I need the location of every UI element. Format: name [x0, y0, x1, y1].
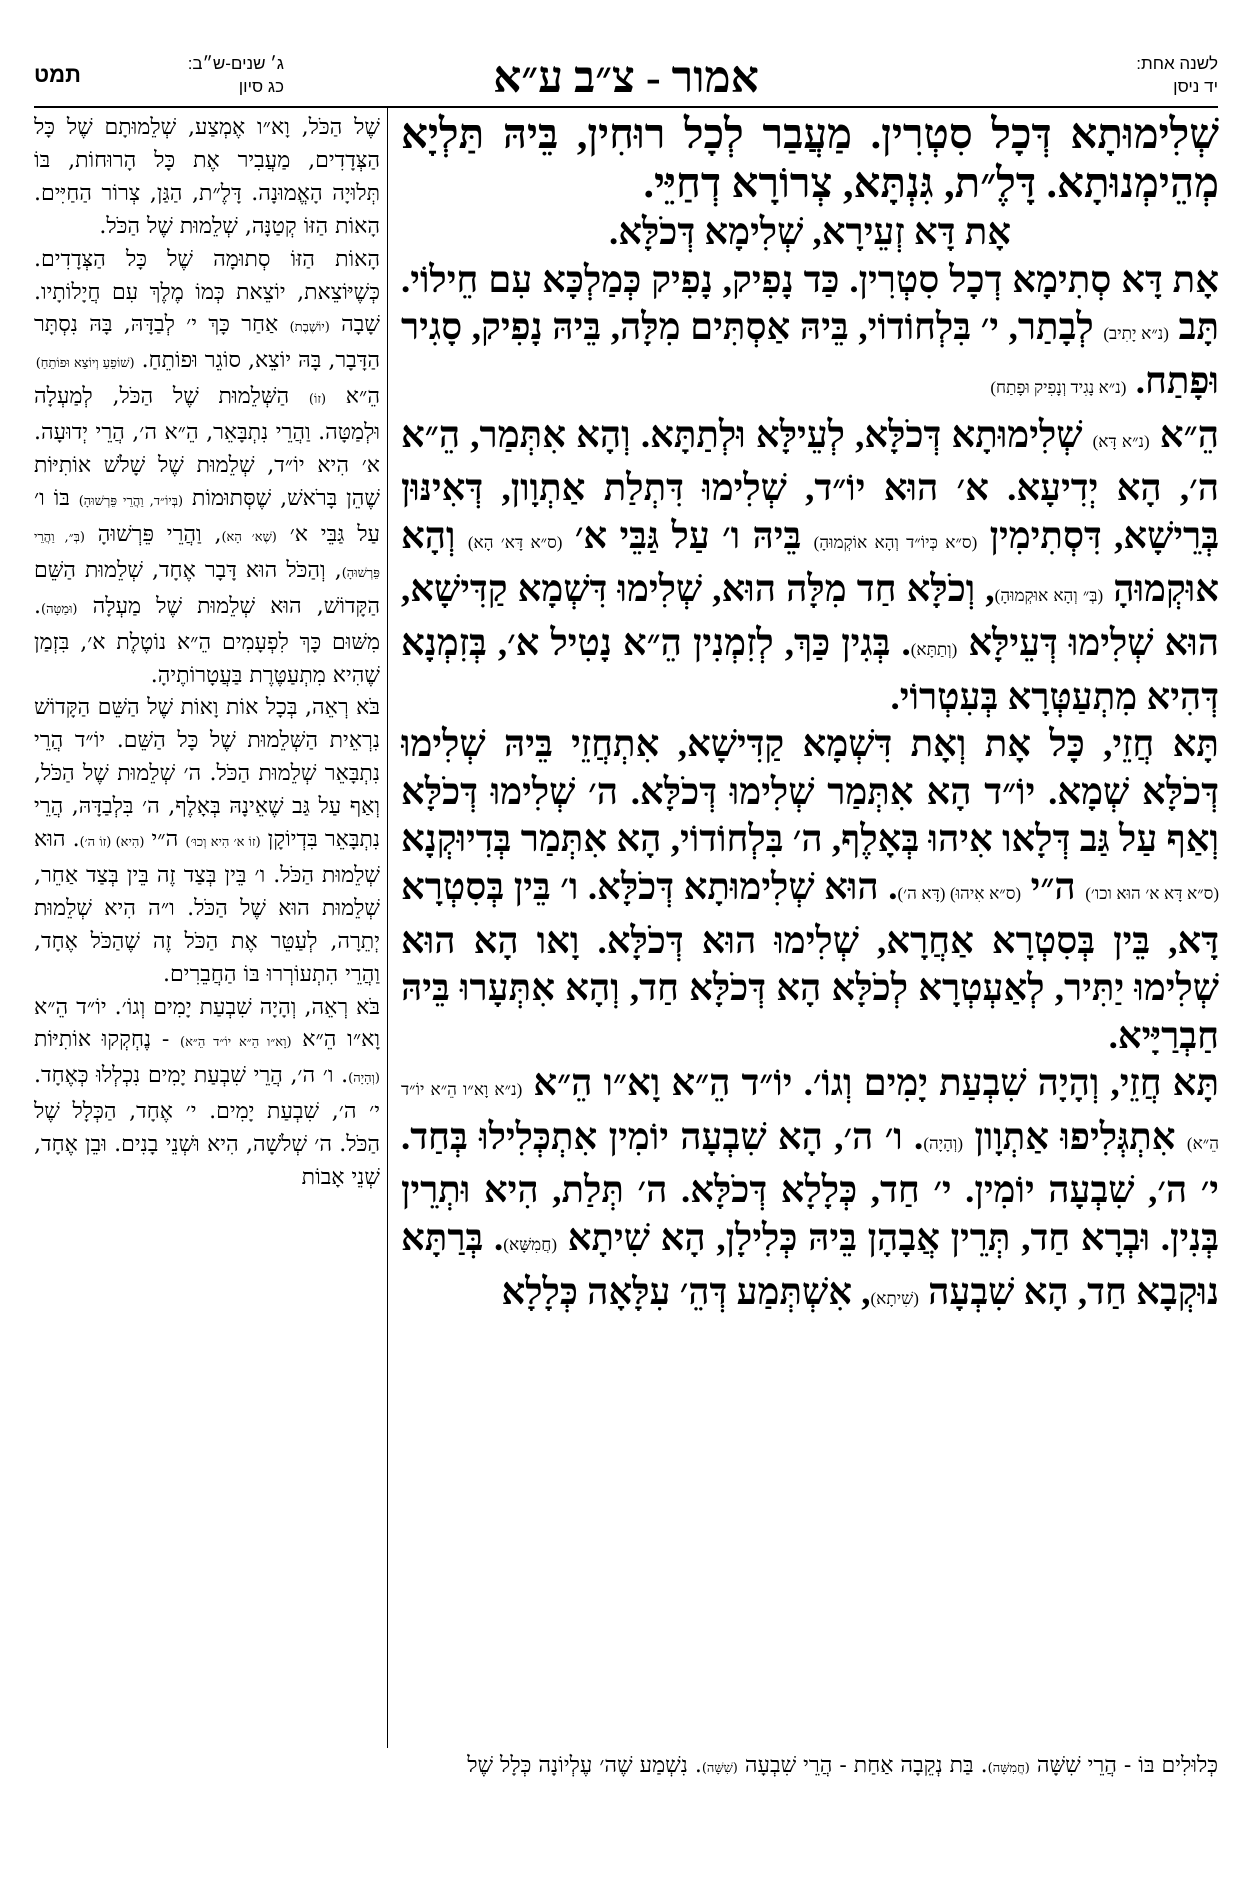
main-p4-note-c: (ס״א דָּא׳ הָא): [467, 532, 563, 552]
main-p3-note-b: (נ״א נָגִיד וְנָפִיק וּפָתַח): [990, 377, 1127, 397]
header-right-top: לשנה אחת:: [1136, 54, 1218, 73]
comm-paragraph-3: [34, 381, 380, 692]
main-p4-note-e: (וְתַתָּא): [910, 639, 958, 659]
comm-p4-text-c: . הוּא שְׁלֵמוּת הַכֹּל. ו׳ בֵּין בְּצַד זֶה בֵּין בְּצַד אַחֵר, שְׁלֵמוּת הוּא שֶׁל הַכֹּל. ו״ה הִיא שְׁלֵמוּת יְתֵרָה, לְעַטֵּר אֶת הַכֹּל זֶה שֶׁהַכֹּל אֶחָד, וַהֲרֵי הִתְעוֹרְרוּ בּוֹ הַחֲבֵרִים.: [34, 827, 380, 987]
footer-note-b: (שִׁשָּׁה): [701, 1761, 738, 1776]
main-p5-note-a: (ס״א דָּא א׳ הוּא וכו׳): [1085, 883, 1219, 903]
comm-p3-text-c: בּוֹ ו׳ עַל גַּבֵּי א׳: [34, 485, 380, 547]
header-rule: [34, 106, 1218, 108]
main-text-column: [401, 112, 1219, 1752]
main-p6-note-c: (חֲמִשָּׁא): [503, 1235, 557, 1255]
column-divider: [387, 108, 388, 1748]
main-p4-text-b: שְׁלִימוּתָא דְּכֹלָּא, לְעֵילָּא וּלְתַתָּא. וְהָא אִתְּמַר, הֵ״א ה׳, הָא יְדִיעָא. א׳ הוּא יוֹ״ד, שְׁלִימוּ דִּתְלַת אַתְוָון, דְּאִינּוּן בְּרֵישָׁא, דִּסְתִימִין: [401, 414, 1219, 557]
header-right-bottom: יד ניסן: [1173, 77, 1218, 96]
main-p6-text-a: תָּא חֲזֵי, וְהָיָה שִׁבְעַת יָמִים וְגוֹ׳. יוֹ״ד הֵ״א וָא״ו הֵ״א: [533, 1063, 1219, 1105]
comm-p3-note-e: (וּמַטָּה): [41, 601, 78, 617]
comm-paragraph-5: [34, 992, 380, 1195]
main-p6-note-d: (שִׁיתָא): [870, 1288, 919, 1308]
comm-paragraph-4: [34, 692, 380, 991]
header-left: [124, 52, 284, 98]
comm-p1-text: שֶׁל הַכֹּל, וָא״ו אֶמְצַע, שְׁלֵמוּתָם שֶׁל כָּל הַצְּדָדִים, מַעֲבִיר אֶת כָּל הָרוּחוֹת, בּוֹ תְּלוּיָה הָאֱמוּנָה. דָּלֶ״ת, הַגַּן, צְרוֹר הַחַיִּים. הָאוֹת הַזּוֹ קְטַנָּה, שְׁלֵמוּת שֶׁל הַכֹּל.: [34, 115, 380, 239]
main-p6-text-d: . בְּרַתָּא נוּקְבָא חַד, הָא שִׁבְעָה: [401, 1218, 1219, 1313]
comm-p4-note-a: (זוֹ א׳ הִיא וְכוּ׳): [185, 835, 261, 851]
comm-p4-note-b: (הִיא) (זוֹ ה׳): [79, 835, 145, 851]
page-number: תמט: [34, 62, 81, 87]
main-p4-text-c: בֵּיהּ ו׳ עַל גַּבֵּי א׳: [574, 515, 802, 557]
main-p6-note-b: (וְהָיָה): [923, 1133, 963, 1153]
comm-p5-note-a: (וָא״ו הֵ״א יוֹ״ד הֵ״א): [180, 1035, 292, 1051]
main-p4-text-a: הֵ״א: [1159, 414, 1219, 456]
comm-p4-text-a: בֹּא רְאֵה, בְּכָל אוֹת וָאוֹת שֶׁל הַשֵּׁם הַקָּדוֹשׁ נִרְאֵית הַשְּׁלֵמוּת שֶׁל כָּל הַשֵּׁם. יוֹ״ד הֲרֵי נִתְבָּאֵר שְׁלֵמוּת הַכֹּל. ה׳ שְׁלֵמוּת שֶׁל הַכֹּל, וְאַף עַל גַּב שֶׁאֵינָהּ בְּאָלֶף, ה׳ בִּלְבַדָּהּ, הֲרֵי נִתְבָּאֵר בִּדְיוֹקָן: [34, 695, 380, 853]
comm-p3-text-e: , וְהַכֹּל הוּא דָּבָר אֶחָד, שְׁלֵמוּת הַשֵּׁם הַקָּדוֹשׁ, הוּא שְׁלֵמוּת שֶׁל מַעְלָה: [34, 557, 380, 619]
main-p2-text: אָת דָּא זְעֵירָא, שְׁלִימָא דְּכֹלָּא.: [608, 212, 1012, 254]
footer-note-a: (חֲמִשָּׁה): [987, 1761, 1030, 1776]
main-p5-text-c: . הוּא שְׁלִימוּתָא דְּכֹלָּא. ו׳ בֵּין בְּסִטְרָא דָּא, בֵּין בְּסִטְרָא אַחֲרָא, שְׁלִימוּ הוּא דְּכֹלָּא. וָאו הָא הוּא שְׁלִימוּ יַתִּיר, לְאַעְטְרָא לְכֹלָּא הָא דְּכֹלָּא חַד, וְהָא אִתְּעָרוּ בֵּיהּ חַבְרַיָּיא.: [401, 866, 1219, 1057]
footer-text-c: . נִשְׁמַע שֶׁה׳ עֶלְיוֹנָה כְּלָל שֶׁל: [467, 1753, 702, 1778]
main-p5-note-b: (ס״א אִיהוּ) (דָּא ה׳): [897, 883, 1022, 903]
comm-p3-note-c: (שֶׁא׳ הָא): [221, 529, 277, 545]
main-p6-note-a: (נ״א וָא״ו הֵ״א יוֹ״ד הֵ״א): [401, 1080, 1219, 1153]
comm-p3-text-b: הַשְּׁלֵמוּת שֶׁל הַכֹּל, לְמַעְלָה וּלְמַטָּה. וַהֲרֵי נִתְבָּאֵר, הֵ״א ה׳, הֲרֵי יְדוּעָה. א׳ הִיא יוֹ״ד, שְׁלֵמוּת שֶׁל שָׁלֹשׁ אוֹתִיּוֹת שֶׁהֵן בָּרֹאשׁ, שֶׁסְּתוּמוֹת: [34, 384, 380, 511]
footer-continuation: [34, 1750, 1218, 1785]
main-p5-text-b: ה״י: [1030, 866, 1076, 908]
main-p4-text-d: וְהָא אוּקְמוּהָ: [401, 515, 1219, 611]
comm-p3-note-a: (זוֹ): [308, 392, 327, 408]
main-p4-text-f: . בְּגִין כַּךְ, לְזִמְנִין הֵ״א נָטִיל א׳, בְּזִמְנָא דְּהִיא מִתְעַטְּרָא בְּעִטְרוֹי.: [401, 622, 1219, 718]
header-title: אמור - צ״ב ע״א: [493, 53, 759, 102]
main-p6-text-e: , אִשְׁתְּמַע דְּהֵ׳ עִלָּאָה כְּלָלָא: [501, 1271, 871, 1313]
comm-p5-note-b: (וְהָיָה): [348, 1071, 380, 1087]
main-p5-text-a: תָּא חֲזֵי, כָּל אָת וְאָת דִּשְׁמָא קַדִּישָׁא, אִתְחֲזֵי בֵּיהּ שְׁלִימוּ דְּכֹלָּא שְׁמָא. יוֹ״ד הָא אִתְּמַר שְׁלִימוּ דְּכֹלָּא. ה׳ שְׁלִימוּ דְּכֹלָּא וְאַף עַל גַּב דְּלָאו אִיהוּ בְּאָלֶף, ה׳ בִּלְחוֹדוֹי, הָא אִתְּמַר בְּדִיוּקְנָא: [401, 724, 1219, 861]
comm-p2-note-a: (יוֹשֶׁבֶת): [289, 320, 330, 336]
comm-p5-text-a: בֹּא רְאֵה, וְהָיָה שִׁבְעַת יָמִים וְגוֹ׳. יוֹ״ד הֵ״א וָא״ו הֵ״א: [34, 994, 380, 1053]
main-paragraph-2: [401, 209, 1219, 257]
main-p4-text-e: , וְכֹלָּא חַד מִלָּה הוּא, שְׁלִימוּ דִּשְׁמָא קַדִּישָׁא, הוּא שְׁלִימוּ דְּעֵילָּא: [401, 569, 1219, 664]
main-paragraph-1: [401, 112, 1219, 209]
main-p4-note-b: (ס״א כְּיוֹ״ד וְהָא אוֹקְמוּהָ): [813, 532, 978, 552]
main-p4-note-d: (בְּ״ וְהָא אוּקְמוּהָ): [994, 586, 1104, 606]
comm-paragraph-1: [34, 112, 380, 244]
main-p3-text-b: לְבָתַר, י׳ בִּלְחוֹדוֹי, בֵּיהּ אַסְתִּים מִלָּה, בֵּיהּ נָפִיק, סָגִיר וּפָתַח.: [401, 307, 1219, 402]
main-p6-text-b: אִתְגְּלִיפוּ אַתְוָון: [974, 1116, 1176, 1158]
comm-p5-text-b: - נֶחְקְקוּ אוֹתִיּוֹת: [34, 1027, 170, 1053]
commentary-column: [34, 112, 380, 1752]
comm-p2-note-b: (שׁוֹפֵעַ וְיוֹצֵא וּפוֹתֵחַ): [35, 356, 135, 372]
comm-p2-text-a: הָאוֹת הַזּוֹ סְתוּמָה שֶׁל כָּל הַצְּדָדִים. כְּשֶׁיּוֹצֵאת, יוֹצֵאת כְּמוֹ מֶלֶךְ עִם חֲיָלוֹתָיו. שָׁבָה: [34, 246, 380, 338]
main-p3-text-a: אָת דָּא סְתִימָא דְכָל סִטְרִין. כַּד נָפִיק, נָפִיק כְּמַלְכָּא עִם חֵילוֹי. תָּב: [401, 259, 1219, 349]
comm-p3-text-d: , וַהֲרֵי פֵּרְשׁוּהָ: [97, 521, 222, 547]
main-p1-text: שְׁלִימוּתָא דְּכָל סִטְרִין. מַעֲבַר לְכָל רוּחִין, בֵּיהּ תַּלְיָא מְהֵימְנוּתָא. דָּלֶ״ת, גִּנְתָּא, צְרוֹרָא דְחַיֵּי.: [401, 112, 1219, 207]
main-p3-note-a: (נ״א יָתִיב): [1103, 324, 1169, 344]
comm-p4-text-b: ה״י: [151, 827, 179, 853]
comm-p5-text-c: . ו׳ ה׳, הֲרֵי שִׁבְעַת יָמִים נִכְלְלוּ כְּאֶחָד. י׳ ה׳, שִׁבְעַת יָמִים. י׳ אֶחָד, הַכְּלָל שֶׁל הַכֹּל. ה׳ שְׁלֹשָׁה, הִיא וּשְׁנֵי בָנִים. וּבֵן אֶחָד, שְׁנֵי אָבוֹת: [34, 1063, 380, 1191]
header-left-bottom: כג סיון: [238, 77, 284, 96]
comm-paragraph-2: [34, 244, 380, 382]
main-paragraph-3: [401, 257, 1219, 412]
main-p4-note-a: (נ״א דָּא): [1092, 431, 1150, 451]
footer-text-a: כְּלוּלִים בּוֹ - הֲרֵי שִׁשָּׁה: [1036, 1753, 1218, 1778]
main-p6-text-c: . ו׳ ה׳, הָא שִׁבְעָה יוֹמִין אִתְכְּלִילוּ בְּחַד. י׳ ה׳, שִׁבְעָה יוֹמִין. י׳ חַד, כְּלָלָא דְּכֹלָּא. ה׳ תְּלַת, הִיא וּתְרֵין בְּנִין. וּבְרָא חַד, תְּרֵין אֲבָהָן בֵּיהּ כְּלִילָן, הָא שִׁיתָא: [401, 1116, 1219, 1260]
footer-text-b: . בַּת נְקֵבָה אַחַת - הֲרֵי שִׁבְעָה: [744, 1753, 988, 1778]
comm-p3-text-f: . מִשּׁוּם כָּךְ לִפְעָמִים הֵ״א נוֹטֶלֶת א׳, בִּזְמַן שֶׁהִיא מִתְעַטֶּרֶת בַּעֲטָרוֹתֶיהָ.: [34, 593, 380, 688]
comm-p3-note-b: (בְּיוֹ״ד, וַהֲרֵי פֵּרְשׁוּהָ): [78, 493, 184, 509]
comm-p3-text-a: הֵ״א: [345, 384, 380, 410]
main-paragraph-5: [401, 721, 1219, 1060]
page-header: [34, 52, 1218, 112]
comm-p3-note-d: (בְּ״, וַהֲרֵי פֵּרְשׁוּהָ): [34, 529, 380, 581]
header-left-top: ג׳ שנים-ש״ב:: [187, 54, 284, 73]
comm-p2-text-b: אַחַר כָּךְ י׳ לְבַדָּהּ, בָּהּ נִסְתָּר הַדָּבָר, בָּהּ יוֹצֵא, סוֹגֵר וּפוֹתֵחַ.: [34, 312, 380, 374]
main-paragraph-6: [401, 1060, 1219, 1322]
main-paragraph-4: [401, 412, 1219, 722]
